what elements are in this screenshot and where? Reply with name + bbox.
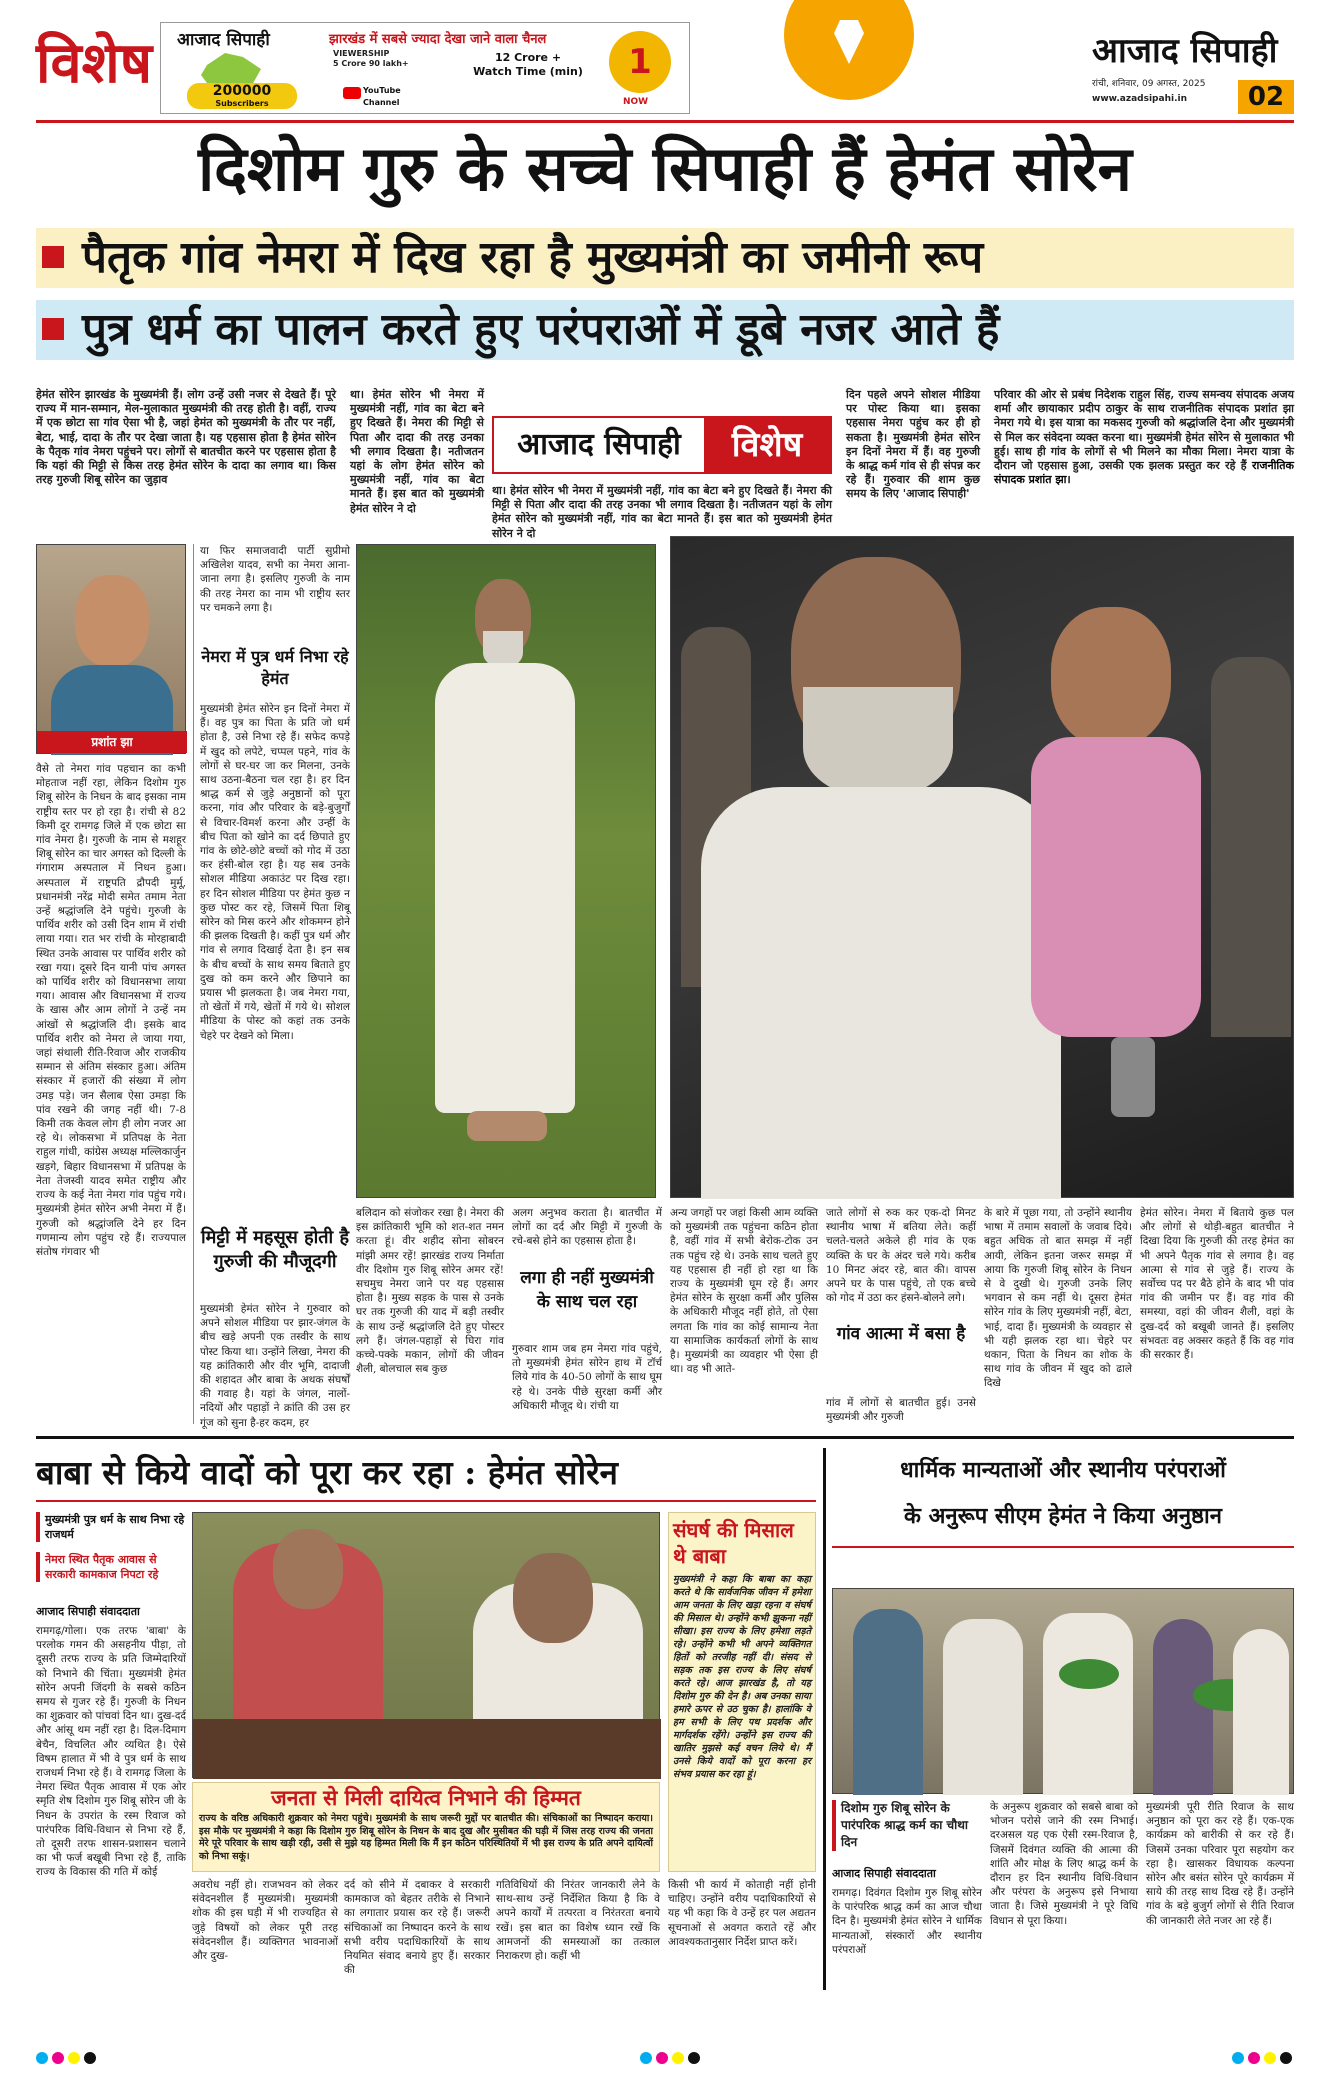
section-divider [36,1436,1294,1439]
page-number: 02 [1238,80,1294,114]
author-face [75,575,149,667]
table [193,1719,661,1779]
registration-dot [1280,2052,1292,2064]
registration-dot [1264,2052,1276,2064]
story-col-6b: गांव में लोगों से बातचीत हुई। उनसे मुख्यमंत्री और गुरुजी [826,1397,976,1424]
special-logo [492,416,832,474]
person-figure [1043,1613,1133,1795]
author-name: प्रशांत झा [37,731,187,753]
story-col-2b: मुख्यमंत्री हेमंत सोरेन इन दिनों नेमरा में हैं। वह पुत्र का पिता के प्रति जो धर्म होता है, उसे निभा रहे हैं। सफेद कपड़े में खुद को लपेटे, चप्पल पहने, गांव के लोगों से घर-घर जा कर मिलना, उनके साथ उठना-बैठना चल रहा है। हर दिन श्राद्ध कर्म से जुड़े अनुष्ठानों को पूरा करना, गांव और परिवार के बड़े-बुजुर्गों से विचार-विमर्श करना और उन्हीं के बीच पिता को खोने का दर्द छिपाते हुए गांव के छोटे-छोटे बच्चों को गोद में उठा कर हंसी-बोल रहा है। यह सब उनके सोशल मीडिया अकाउंट पर दिख रहा। हर दिन सोशल मीडिया पर हेमंत कुछ न कुछ पोस्ट कर रहे, जिसमें पिता शिबू सोरेन को मिस करने और शोकमग्न होने की झलक दिखती है। कहीं पुत्र धर्म और गांव से लगाव दिखाई देता है। इन सब के बीच बच्चों के साथ समय बिताते हुए दुख को कम करने और छिपाने का प्रयास भी झलकता है। जब नेमरा गया, तो खेतों में गये, खेतों में गये थे। सोशल मीडिया के पोस्ट को कहां तक उनके चेहरे पर देखने को मिला। [200,703,350,1042]
rank-one-badge-icon: 1 [609,31,671,93]
child-head [1051,607,1171,747]
red-bullet-icon [42,318,64,340]
caption-text: राज्य के वरिष्ठ अधिकारी शुक्रवार को नेमरा पहुंचे। मुख्यमंत्री के साथ जरूरी मुद्दों पर बातचीत की। संचिकाओं का निष्पादन कराया। इस मौके पर मुख्यमंत्री ने कहा कि दिशोम गुरु शिबू सोरेन के निधन के बाद दुख और मुसीबत की घड़ी में जिस तरह राज्य की जनता मेरे पूरे परिवार के साथ खड़ी रही, उसी से मुझे यह हिम्मत मिली कि मैं इन कठिन परिस्थितियों में भी इस राज्य के प्रति अपने दायित्वों को निभा सकूं। [199,1813,653,1862]
ad-brand: आजाद सिपाही [177,30,270,50]
youtube-label: YouTube [363,86,401,95]
col-rule [193,544,194,1424]
story-col-2c: मुख्यमंत्री हेमंत सोरेन ने गुरुवार को अपने सोशल मीडिया पर झार-जंगल के बीच खड़े अपनी एक तस्वीर के साथ पोस्ट किया था। उन्होंने लिखा, नेमरा की यह क्रांतिकारी और वीर भूमि, दादाजी की शहादत और बाबा के अथक संघर्षों की गवाह है। यहां के जंगल, नालों-नदियों और पहाड़ों ने क्रांति की उस हर गूंज को सुना है-हर कदम, हर [200,1303,350,1429]
ritual-photo-caption: दिशोम गुरु शिबू सोरेन के पारंपरिक श्राद्ध कर्म का चौथा दिन [832,1800,982,1851]
subhead-2: मिट्टी में महसूस होती है गुरुजी की मौजूदगी [200,1227,350,1272]
bottom-left-rule [36,1500,816,1502]
bottom-right-col-3: मुख्यमंत्री पूरी रीति रिवाज के साथ अनुष्ठान को पूरा कर रहे हैं। एक-एक कार्यक्रम को बारीकी से कर रहे हैं। जिसमें उनका परिवार पूरा सहयोग कर रहा है। खासकर विधायक कल्पना सोरेन और बसंत सोरेन पूरे कार्यक्रम में साये की तरह साथ दिख रहे हैं। उन्होंने गांव के बड़े बुजुर्ग लोगों से रीति रिवाज की जानकारी लेते नजर आ रहे हैं। [1146,1801,1294,1927]
special-logo-tag: विशेष [704,418,830,472]
main-headline: दिशोम गुरु के सच्चे सिपाही हैं हेमंत सोरेन [198,132,1132,205]
masthead-rule [36,120,1294,123]
story-col-3: बलिदान को संजोकर रखा है। नेमरा की इस क्रांतिकारी भूमि को शत-शत नमन करता हूं। वीर शहीद सोना सोबरन मांझी अमर रहें! झारखंड राज्य निर्माता वीर दिशोम गुरु शिबू सोरेन अमर रहें! सचमुच नेमरा जाने पर यह एहसास होता है। मुख्य सड़क के पास से उनके घर तक गुरुजी की याद में बड़ी तस्वीर के साथ उन्हें श्रद्धांजलि देते हुए पोस्टर लगे हैं। जंगल-पहाड़ों से घिरा गांव कच्चे-पक्के मकान, लोगों की जीवन शैली, बोलचाल सब कुछ [356,1207,504,1376]
person-figure [853,1609,923,1795]
bystander-figure [1211,657,1291,1037]
channel-ad [160,22,690,114]
subscribers-count: 200000 [212,83,272,99]
kicker-1: मुख्यमंत्री पुत्र धर्म के साथ निभा रहे राजधर्म [36,1512,186,1542]
bottom-left-headline: बाबा से किये वादों को पूरा कर रहा : हेमंत सोरेन [36,1453,618,1492]
subscribers-label: Subscribers [215,99,269,108]
byline-left: आजाद सिपाही संवाददाता [36,1605,140,1618]
flashlight-icon [1111,1037,1155,1117]
story-col-5: अन्य जगहों पर जहां किसी आम व्यक्ति को मुख्यमंत्री तक पहुंचना कठिन होता है, वहीं गांव में सभी बेरोक-टोक उन तक पहुंच रहे थे। उनके साथ चलते हुए यह एहसास ही नहीं हो रहा था कि राज्य के मुख्यमंत्री घूम रहे हैं। अगर हेमंत सोरेन के सुरक्षा कर्मी और पुलिस के अधिकारी मौजूद नहीं होते, तो ऐसा लगता कि गांव का कोई सामान्य नेता या सामाजिक कार्यकर्ता लोगों के साथ है। मुख्यमंत्री का व्यवहार भी ऐसा ही था। वह भी आते- [670,1207,818,1376]
subhead-3: लगा ही नहीं मुख्यमंत्री के साथ चल रहा [520,1268,654,1312]
viewership-value: 5 Crore 90 lakh+ [333,59,409,68]
bottom-right-col-2: के अनुरूप शुक्रवार को सबसे बाबा को भोजन परोसे जाने की रस्म निभाई। दरअसल यह एक ऐसी रस्म-रिवाज है, जिसमें दिवंगत व्यक्ति की आत्मा की शांति और मोक्ष के लिए श्राद्ध कर्म के दौरान हर दिन स्थानीय विधि-विधान और परंपरा के अनुरूप इसे निभाया जाता है। जिसे मुख्यमंत्री ने पूरे विधि विधान से पूरा किया। [990,1801,1138,1927]
figure-feet [467,1111,547,1141]
officials-meeting-photo [192,1512,660,1778]
deck-1 [36,228,1294,288]
story-col-1: वैसे तो नेमरा गांव पहचान का कभी मोहताज नहीं रहा, लेकिन दिशोम गुरु शिबू सोरेन के निधन के बाद इसका नाम राष्ट्रीय स्तर पर हो रहा है। रांची से 82 किमी दूर रामगढ़ जिले में एक छोटा सा गांव नेमरा है। गुरुजी के नाम से मशहूर शिबू सोरेन का चार अगस्त को दिल्ली के गंगाराम अस्पताल में निधन हुआ। अस्पताल में राष्ट्रपति द्रौपदी मुर्मू, प्रधानमंत्री नरेंद्र मोदी समेत तमाम नेता उन्हें श्रद्धांजलि देने पहुंचे। गुरुजी के पार्थिव शरीर को उसी दिन शाम में रांची लाया गया। रात भर रांची के मोरहाबादी स्थित उनके आवास पर पार्थिव शरीर को रखा गया। दूसरे दिन यानी पांच अगस्त को पार्थिव शरीर को विधानसभा लाया गया। आवास और विधानसभा में राज्य के खास और आम लोगों ने उन्हें नम आंखों से श्रद्धांजलि दी। इसके बाद पार्थिव शरीर को नेमरा ले जाया गया, जहां संथाली रीति-रिवाज और राजकीय सम्मान से अंतिम संस्कार हुआ। अंतिम संस्कार में हजारों की संख्या में लोग उमड़ पड़े। जन सैलाब ऐसा उमड़ा कि पांव रखने की जगह नहीं थी। 7-8 किमी तक केवल लोग ही लोग नजर आ रहे थे। लोकसभा में प्रतिपक्ष के नेता राहुल गांधी, कांग्रेस अध्यक्ष मल्लिकार्जुन खड़गे, बिहार विधानसभा में प्रतिपक्ष के नेता तेजस्वी यादव समेत राष्ट्रीय और राज्य के कई नेता नेमरा गांव पहुंच गये। मुख्यमंत्री हेमंत सोरेन अभी नेमरा में हैं। गुरुजी को श्रद्धांजलि देने हर दिन गणमान्य लोग पहुंच रहे हैं। राज्यपाल संतोष गंगवार भी [36,763,186,1258]
watch-time-label: Watch Time (min) [473,65,583,78]
red-bullet-icon [42,246,64,268]
registration-dot [640,2052,652,2064]
story-col-8: हेमंत सोरेन। नेमरा में बिताये कुछ पल और लोगों से थोड़ी-बहुत बातचीत ने दिखा दिया कि गुरुजी की तरह हेमंत का भी अपने पैतृक गांव से लगाव है। वह आत्मा से गांव से जुड़े हैं। राज्य के सर्वोच्च पद पर बैठे होने के बाद भी पांव गांव की जमीन पर हैं। वह गांव की समस्या, वहां की जीवन शैली, वहां के दुख-दर्द को बखूबी जानते हैं। इसलिए संभवतः वह अक्सर कहते हैं कि वह गांव की सरकार हैं। [1140,1207,1294,1362]
story-col-6a: जाते लोगों से रुक कर एक-दो मिनट स्थानीय भाषा में बतिया लेते। कहीं चलते-चलते अकेले ही गांव के एक व्यक्ति के घर के अंदर चले गये। करीब 10 मिनट अंदर रहे, बात की। वापस अपने घर के पास पहुंचे, तो एक बच्चे को गोद में उठा कर हंसने-बोलने लगे। [826,1207,976,1305]
registration-dot [36,2052,48,2064]
subhead-1: नेमरा में पुत्र धर्म निभा रहे हेमंत [201,647,349,688]
bottom-divider [823,1448,826,1990]
intro-col-1: हेमंत सोरेन झारखंड के मुख्यमंत्री हैं। लोग उन्हें उसी नजर से देखते हैं। पूरे राज्य में मान-सम्मान, मेल-मुलाकात मुख्यमंत्री की तरह होती है। वहीं, राज्य में एक छोटा सा गांव ऐसा भी है, जहां हेमंत को मुख्यमंत्री के तौर पर नहीं, बेटा, भाई, दादा के तौर पर देखा जाता है। यह एहसास होता है हेमंत सोरेन के पैतृक गांव नेमरा पहुंचने पर। लोगों से बातचीत करने पर एहसास होता है कि यहां की मिट्टी से किस तरह हेमंत सोरेन के दादा का लगाव था। किस तरह गुरुजी शिबू सोरेन का जुड़ाव [36,388,336,487]
kicker-2: नेमरा स्थित पैतृक आवास से सरकारी कामकाज निपटा रहे [36,1552,186,1582]
leaf-plate-icon [1059,1659,1119,1689]
cm-head [513,1553,593,1643]
person-figure [1233,1629,1289,1795]
registration-dot [688,2052,700,2064]
watch-time-value: 12 Crore + [494,51,562,64]
bottom-left-col-3: दर्द को सीने में दबाकर वे सरकारी कामकाज को बेहतर तरीके से निभाने का लगातार प्रयास कर रहे हैं। जरूरी संचिकाओं का निष्पादन करने के साथ सभी वरीय पदाधिकारियों के साथ नियमित संवाद बनाये हुए हैं। सरकार की [344,1879,490,1977]
photo-caption-box [192,1782,660,1872]
subhead-4: गांव आत्मा में बसा है [836,1324,966,1344]
standing-cm-photo [356,544,656,1198]
channel-label: Channel [363,98,400,107]
byline-right: आजाद सिपाही संवाददाता [832,1867,936,1880]
bottom-left-col-5: किसी भी कार्य में कोताही नहीं होनी चाहिए। उन्होंने वरीय पदाधिकारियों से यह भी कहा कि वे उन्हें हर पल अद्यतन सूचनाओं से अवगत कराते रहें और आवश्यकतानुसार निर्देश प्राप्त करें। [668,1879,816,1948]
cm-with-child-photo [670,536,1294,1198]
ad-subscribers [187,83,297,109]
registration-dot [1248,2052,1260,2064]
sidebar-title: संघर्ष की मिसाल थे बाबा [673,1518,794,1568]
figure-beard [483,631,523,667]
dateline: रांची, शनिवार, 09 अगस्त, 2025 [1092,79,1206,89]
bottom-right-rule [832,1546,1294,1548]
pen-nib-emblem-icon [784,0,914,100]
cm-beard [803,687,953,797]
intro-byline: राजनीतिक संपादक प्रशांत झा। [994,459,1294,487]
ad-now: NOW [623,97,649,107]
story-col-4a: अलग अनुभव कराता है। बातचीत में लोगों का दर्द और मिट्टी में गुरुजी के रचे-बसे होने का एहसास होता है। [512,1207,662,1248]
bottom-left-col-4: गतिविधियों की निरंतर जानकारी लेने के साथ-साथ उन्हें निर्देशित किया है कि वे अपने कार्यों में तत्परता व निरंतरता बनाये रखें। इस बात का विशेष ध्यान रखें कि आमजनों की समस्याओं का तत्काल निराकरण हो। कहीं भी [496,1879,660,1963]
intro-col-4-text: परिवार की ओर से प्रबंध निदेशक राहुल सिंह, राज्य समन्वय संपादक अजय शर्मा और छायाकार प्रदीप ठाकुर के साथ राजनीतिक संपादक प्रशांत झा नेमरा गये थे। इस यात्रा का मकसद गुरुजी को श्रद्धांजलि देना और मुख्यमंत्री से मिल कर संवेदना व्यक्त करना था। मुख्यमंत्री हेमंत सोरेन से मुलाकात भी हुई। साथ ही गांव के लोगों से भी मिलने का मौका मिला। नेमरा यात्रा के दौरान जो एहसास हुआ, उसकी एक झलक प्रस्तुत कर रहे हैं [994,388,1294,473]
ritual-photo [832,1588,1294,1794]
bottom-right-col-1: रामगढ़। दिवंगत दिशोम गुरु शिबू सोरेन के पारंपरिक श्राद्ध कर्म का आज चौथा दिन है। मुख्यमंत्री हेमंत सोरेन ने धार्मिक मान्यताओं, संस्कारों और स्थानीय परंपराओं [832,1887,982,1956]
sidebar-body: मुख्यमंत्री ने कहा कि बाबा का कहा करते थे कि सार्वजनिक जीवन में हमेशा आम जनता के लिए खड़ा रहना व संघर्ष की मिसाल थे। उन्होंने कभी झुकना नहीं सीखा। इस राज्य के लिए हमेशा लड़ते रहे। उन्होंने कभी भी अपने व्यक्तिगत हितों को तरजीह नहीं दी। संसद से सड़क तक इस राज्य के लिए संघर्ष करते रहे। आज झारखंड है, तो यह दिशोम गुरु की देन है। अब उनका साया हमारे ऊपर से उठ चुका है। हालांकि वे हम सभी के लिए पथ प्रदर्शक और मार्गदर्शक रहेंगे। उन्होंने इस राज्य की खातिर मुझसे कई वचन लिये थे। मैं उनसे किये वादों को पूरा करना हर संभव प्रयास कर रहा हूं। [673,1574,811,1780]
author-photo [36,544,186,754]
intro-col-2b-text: था। हेमंत सोरेन भी नेमरा में मुख्यमंत्री नहीं, गांव का बेटा बने हुए दिखते हैं। नेमरा की मिट्टी से पिता और दादा की तरह उनका भी लगाव दिखता है। नतीजतन यहां के लोग हेमंत सोरेन को मुख्यमंत्री नहीं, गांव का बेटा मानते हैं। इस बात को मुख्यमंत्री हेमंत सोरेन ने दो [492,484,832,540]
sidebar-box [668,1512,816,1872]
registration-dot [1232,2052,1244,2064]
special-logo-brand: आजाद सिपाही [517,427,681,462]
youtube-icon [343,87,361,99]
deck-2-text: पुत्र धर्म का पालन करते हुए परंपराओं में डूबे नजर आते हैं [82,304,1000,355]
deck-1-text: पैतृक गांव नेमरा में दिख रहा है मुख्यमंत्री का जमीनी रूप [82,232,984,283]
story-col-4b: गुरुवार शाम जब हम नेमरा गांव पहुंचे, तो मुख्यमंत्री हेमंत सोरेन हाथ में टॉर्च लिये गांव के 40-50 लोगों के साथ घूम रहे थे। उनके पीछे सुरक्षा कर्मी और अधिकारी मौजूद थे। रांची या [512,1343,662,1412]
caption-title: जनता से मिली दायित्व निभाने की हिम्मत [271,1785,581,1810]
person-figure [943,1619,1023,1795]
cm-white-kurta [701,787,1061,1199]
website: www.azadsipahi.in [1092,94,1187,104]
intro-col-2b [492,484,832,540]
masthead [0,0,1325,128]
viewership-label: VIEWERSHIP [333,49,390,58]
registration-dot [84,2052,96,2064]
deck-2 [36,300,1294,360]
bottom-left-col-1: रामगढ़/गोला। एक तरफ 'बाबा' के परलोक गमन की असहनीय पीड़ा, तो दूसरी तरफ राज्य के प्रति जिम्मेदारियों को निभाने की चिंता। मुख्यमंत्री हेमंत सोरेन अपनी जिंदगी के सबसे कठिन समय से गुजर रहे हैं। गुरुजी के निधन का शुक्रवार को पांचवां दिन था। दुख-दर्द और आंसू थम नहीं रहा है। दिल-दिमाग बेचैन, विचलित और व्यथित है। ऐसे विषम हालात में भी वे पुत्र धर्म के साथ राजधर्म निभा रहे हैं। वे रामगढ़ जिला के नेमरा स्थित पैतृक आवास में एक ओर स्मृति शेष दिशोम गुरु शिबू सोरेन जी के निधन के उपरांत के रस्म रिवाज को पारंपरिक विधि-विधान से निभा रहे हैं, तो दूसरी तरफ शासन-प्रशासन चलाने का भी फर्ज बखूबी निभा रहे हैं, ताकि राज्य के विकास की गति में कोई [36,1625,186,1879]
intro-col-4 [994,388,1294,528]
bottom-right-headline-l1: धार्मिक मान्यताओं और स्थानीय परंपराओं [900,1457,1226,1483]
watch-time [473,51,583,79]
registration-dot [672,2052,684,2064]
story-col-2a: या फिर समाजवादी पार्टी सुप्रीमो अखिलेश यादव, सभी का नेमरा आना-जाना लगा है। इसलिए गुरुजी के नाम की तरह नेमरा का नाम भी राष्ट्रीय स्तर पर चमकने लगा है। [200,545,350,614]
official-head [273,1529,343,1609]
registration-dot [656,2052,668,2064]
intro-col-3: दिन पहले अपने सोशल मीडिया पर पोस्ट किया था। इसका एहसास नेमरा पहुंच कर ही हो सकता है। मुख्यमंत्री हेमंत सोरेन इन दिनों नेमरा में हैं। वह गुरुजी के श्राद्ध कर्म गांव से ही संपन्न कर रहे हैं। गुरुवार की शाम कुछ समय के लिए 'आजाद सिपाही' [846,388,980,501]
registration-dot [68,2052,80,2064]
figure-dhoti [435,663,575,1113]
ad-tagline: झारखंड में सबसे ज्यादा देखा जाने वाला चैनल [329,32,547,47]
story-col-7: के बारे में पूछा गया, तो उन्होंने स्थानीय भाषा में तमाम सवालों के जवाब दिये। बहुत अधिक तो बात समझ में नहीं आयी, लेकिन इतना जरूर समझ में आया कि गुरुजी शिबू सोरेन के निधन से वे दुखी थे। गुरुजी उनके लिए भगवान से कम नहीं थे। दूसरा हेमंत सोरेन गांव के लिए मुख्यमंत्री नहीं, बेटा, भाई, दादा हैं। मुख्यमंत्री के व्यवहार से भी यही झलक रहा था। चेहरे पर थकान, पिता के निधन का शोक के साथ गांव के जीवन में खुद को ढाले दिखे [984,1207,1132,1390]
registration-dot [52,2052,64,2064]
child-frock [1031,737,1201,1037]
bottom-right-headline-l2: के अनुरूप सीएम हेमंत ने किया अनुष्ठान [904,1503,1222,1529]
bottom-left-col-2: अवरोध नहीं हो। राजभवन को लेकर संवेदनशील हैं मुख्यमंत्री। मुख्यमंत्री शोक की इस घड़ी में भी राज्यहित से जुड़े विषयों को लेकर पूरी तरह संवेदनशील हैं। व्यक्तिगत भावनाओं और दुख- [192,1879,338,1963]
paper-name: आजाद सिपाही [1092,31,1278,71]
section-tag: विशेष [36,30,153,96]
intro-col-2: था। हेमंत सोरेन भी नेमरा में मुख्यमंत्री नहीं, गांव का बेटा बने हुए दिखते हैं। नेमरा की मिट्टी से पिता और दादा की तरह उनका भी लगाव दिखता है। नतीजतन यहां के लोग हेमंत सोरेन को मुख्यमंत्री नहीं, गांव का बेटा मानते हैं। इस बात को मुख्यमंत्री हेमंत सोरेन ने दो [350,388,484,515]
